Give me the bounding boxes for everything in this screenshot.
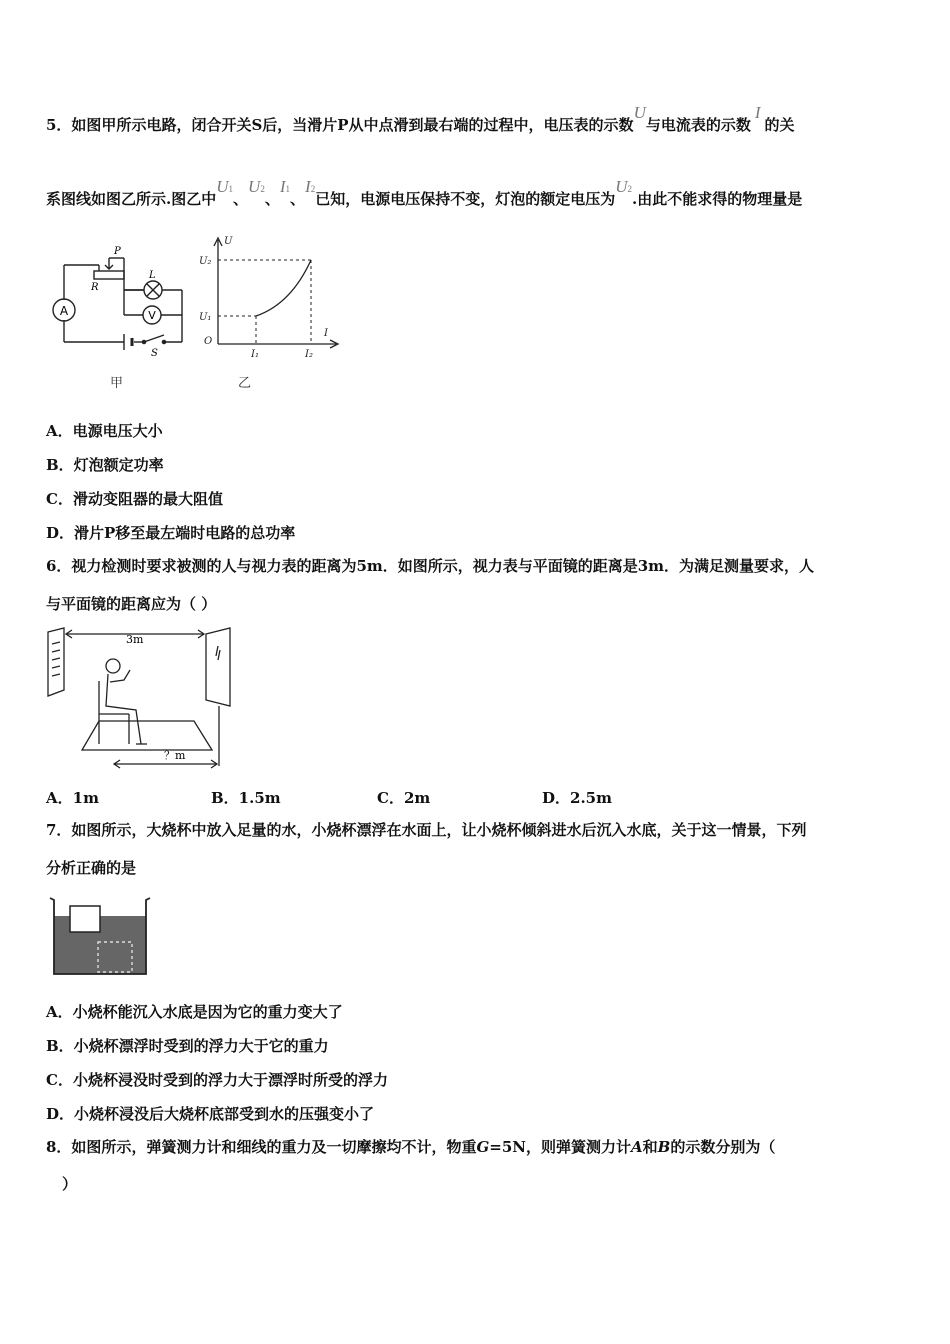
q7-option-c: C．小烧杯浸没时受到的浮力大于漂浮时所受的浮力 <box>46 1071 388 1089</box>
label-unknown-m: ？m <box>164 749 186 762</box>
var-I1: I1 <box>279 177 290 196</box>
graph-origin: O <box>204 336 213 347</box>
eye-test-diagram <box>44 626 234 772</box>
figure-caption-jia: 甲 <box>110 376 124 391</box>
q8-line1: 8．如图所示，弹簧测力计和细线的重力及一切摩擦均不计，物重G=5N，则弹簧测力计A和B的示数分别为（ <box>46 1138 776 1156</box>
var-A: A <box>630 1138 643 1156</box>
q7-option-b: B．小烧杯漂浮时受到的浮力大于它的重力 <box>46 1037 329 1055</box>
q6-option-d: D．2.5m <box>542 789 612 807</box>
q6-option-a: A．1m <box>46 789 99 807</box>
slider-label: P <box>114 246 121 257</box>
var-I2: I2 <box>305 177 316 196</box>
q6-option-b: B．1.5m <box>211 789 281 807</box>
graph-axis-u: U <box>224 236 233 247</box>
circuit-diagram <box>44 240 194 365</box>
graph-i2: I₂ <box>305 349 313 360</box>
graph-i1: I₁ <box>251 349 259 360</box>
var-U: U <box>633 103 646 122</box>
var-U2: U2 <box>248 177 265 196</box>
graph-u2: U₂ <box>199 256 212 267</box>
q5-option-b: B．灯泡额定功率 <box>46 456 164 474</box>
q6-line1: 6．视力检测时要求被测的人与视力表的距离为5m．如图所示，视力表与平面镜的距离是3m．为满足测量要求，人 <box>46 557 815 575</box>
graph-axis-i: I <box>324 328 328 339</box>
q7-option-a: A．小烧杯能沉入水底是因为它的重力变大了 <box>46 1003 343 1021</box>
var-I: I <box>754 103 761 122</box>
switch-label: S <box>151 348 158 359</box>
q7-option-d: D．小烧杯浸没后大烧杯底部受到水的压强变小了 <box>46 1105 375 1123</box>
q5-option-a: A．电源电压大小 <box>46 422 163 440</box>
q5-option-c: C．滑动变阻器的最大阻值 <box>46 490 223 508</box>
q6-line2: 与平面镜的距离应为（ ） <box>46 595 217 613</box>
voltmeter-label: V <box>148 309 156 322</box>
label-3m: 3m <box>126 633 144 646</box>
graph-u1: U₁ <box>199 312 212 323</box>
ammeter-label: A <box>59 304 69 318</box>
q7-line1: 7．如图所示，大烧杯中放入足量的水，小烧杯漂浮在水面上，让小烧杯倾斜进水后沉入水底，关于这一情景，下列 <box>46 821 807 839</box>
q6-option-c: C．2m <box>377 789 431 807</box>
var-B: B <box>657 1138 671 1156</box>
q5-line1: 5．如图甲所示电路，闭合开关S后，当滑片P从中点滑到最右端的过程中，电压表的示数U与电流表的示数I的关 <box>46 103 795 134</box>
q7-line2: 分析正确的是 <box>46 859 137 877</box>
q8-line2: ） <box>62 1175 78 1193</box>
q5-line2: 系图线如图乙所示.图乙中U1、U2、I1、I2已知，电源电压保持不变，灯泡的额定电压为U2.由此不能求得的物理量是 <box>46 177 803 208</box>
lamp-label: L <box>149 270 156 281</box>
u-i-graph <box>196 232 346 362</box>
figure-caption-yi: 乙 <box>238 376 252 391</box>
var-U2b: U2 <box>615 177 632 196</box>
var-G: G <box>476 1138 490 1156</box>
var-U1: U1 <box>216 177 234 196</box>
q5-option-d: D．滑片P移至最左端时电路的总功率 <box>46 524 296 542</box>
rheostat-label: R <box>91 282 99 293</box>
beaker-diagram <box>46 894 156 978</box>
